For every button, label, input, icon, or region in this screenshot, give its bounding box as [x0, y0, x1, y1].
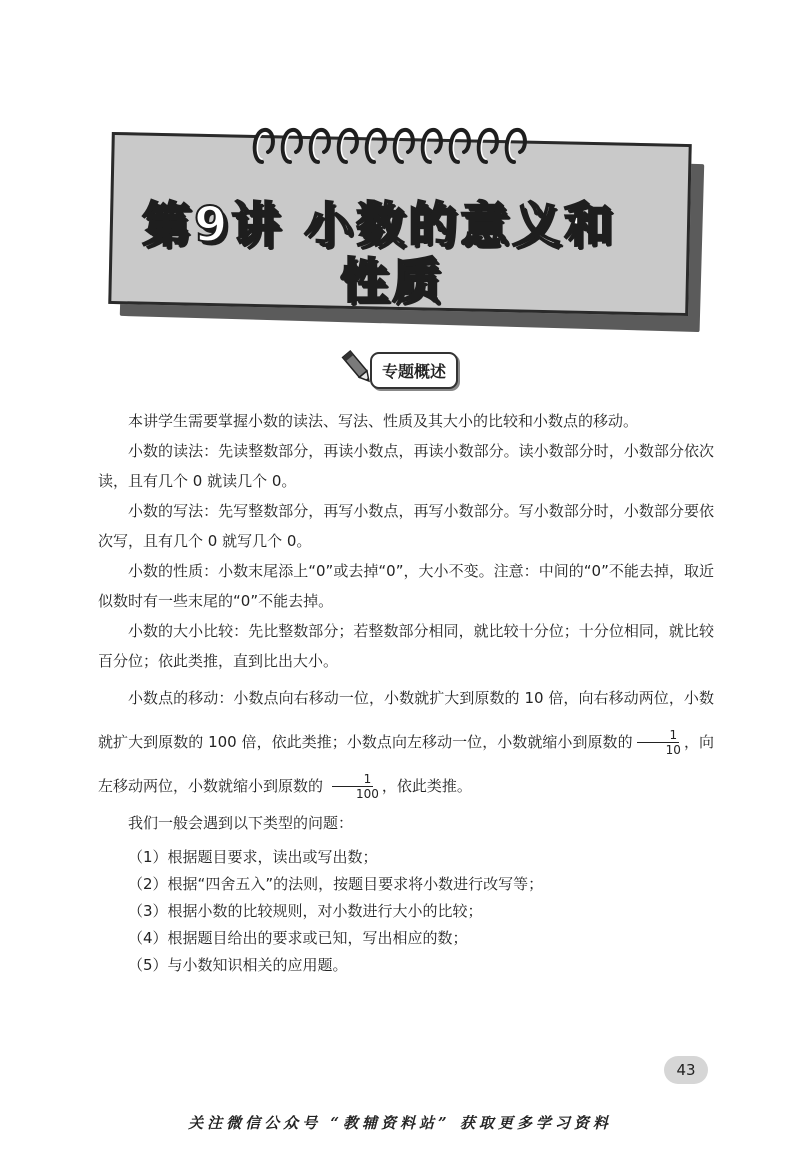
chapter-title-banner	[0, 0, 800, 340]
problem-type-list	[98, 844, 714, 979]
shift-text-b: ，向左移动两位，小数就缩小到原数的	[98, 733, 714, 795]
paragraph-reading-method: 小数的读法：先读整数部分，再读小数点，再读小数部分。读小数部分时，小数部分依次读，且有几个 0 就读几个 0。	[98, 442, 714, 490]
fraction-denominator: 10	[665, 743, 681, 757]
list-item: （4）根据题目给出的要求或已知，写出相应的数；	[128, 929, 468, 947]
paragraph-comparison: 小数的大小比较：先比整数部分；若整数部分相同，就比较十分位；十分位相同，就比较百分位；依此类推，直到比出大小。	[98, 622, 714, 670]
paragraph-intro: 本讲学生需要掌握小数的读法、写法、性质及其大小的比较和小数点的移动。	[128, 412, 639, 430]
paragraph-writing-method: 小数的写法：先写整数部分，再写小数点，再写小数部分。写小数部分时，小数部分要依次写，且有几个 0 就写几个 0。	[98, 502, 714, 550]
overview-content	[98, 406, 714, 979]
list-item: （5）与小数知识相关的应用题。	[128, 956, 348, 974]
fraction-numerator: 1	[637, 728, 679, 743]
section-header	[340, 346, 480, 390]
page-number: 43	[664, 1056, 708, 1084]
shift-text-a: 小数点的移动：小数点向右移动一位，小数就扩大到原数的 10 倍，向右移动两位，小数就扩大到原数的 100 倍，依此类推；小数点向左移动一位，小数就缩小到原数的	[98, 689, 714, 751]
list-item: （3）根据小数的比较规则，对小数进行大小的比较；	[128, 902, 483, 920]
chapter-title-line-1: 第9讲 小数的意义和	[142, 197, 617, 253]
shift-text-c: ，依此类推。	[381, 777, 472, 795]
list-item: （1）根据题目要求，读出或写出数；	[128, 848, 378, 866]
fraction-numerator: 1	[332, 772, 374, 787]
list-item: （2）根据“四舍五入”的法则，按题目要求将小数进行改写等；	[128, 875, 544, 893]
fraction-one-hundredth	[324, 772, 381, 801]
section-title-badge: 专题概述	[370, 352, 458, 389]
paragraph-decimal-property: 小数的性质：小数末尾添上“0”或去掉“0”，大小不变。注意：中间的“0”不能去掉，取近似数时有一些末尾的“0”不能去掉。	[98, 562, 714, 610]
fraction-denominator: 100	[356, 787, 379, 801]
paragraph-decimal-point-shift	[98, 676, 714, 808]
spiral-binding-icon	[250, 118, 530, 172]
footer-note: 关注微信公众号 “教辅资料站” 获取更多学习资料	[188, 1114, 612, 1132]
fraction-one-tenth	[634, 728, 683, 757]
chapter-title-line-2: 性质	[340, 253, 445, 309]
paragraph-problem-types-intro: 我们一般会遇到以下类型的问题：	[128, 814, 354, 832]
